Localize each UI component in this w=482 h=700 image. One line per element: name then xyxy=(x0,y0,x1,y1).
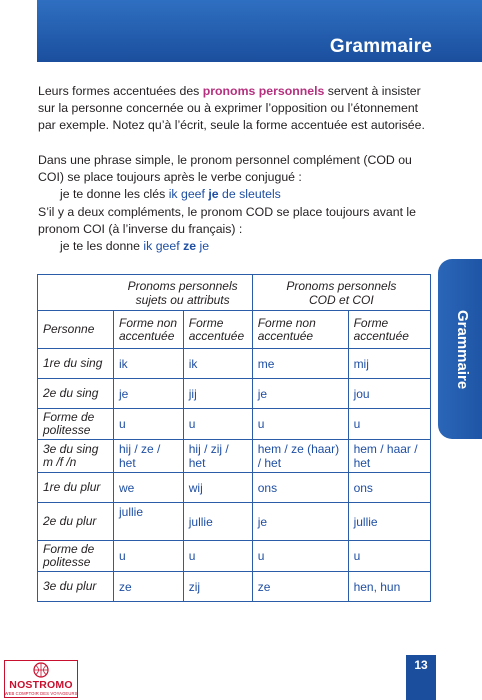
intro-text-before: Leurs formes accentuées des xyxy=(38,84,203,98)
example-nl-part: de sleutels xyxy=(218,187,281,201)
intro-paragraph xyxy=(38,83,438,134)
example-nl-pronoun: ze xyxy=(183,239,197,253)
row-label: 2e du plur xyxy=(38,503,114,541)
table-cell: me xyxy=(252,349,348,379)
row-label: 3e du plur xyxy=(38,572,114,602)
table-row xyxy=(38,349,431,379)
table-cell: ik xyxy=(114,349,184,379)
table-cell: je xyxy=(252,379,348,409)
rule-text-simple: Dans une phrase simple, le pronom personnel complément (COD ou COI) se place toujours après le verbe conjugué : xyxy=(38,153,412,184)
keyword-pronoms-personnels: pronoms personnels xyxy=(202,84,325,98)
table-cell: hij / ze / het xyxy=(114,440,184,473)
table-row xyxy=(38,379,431,409)
col-header-line: Forme xyxy=(188,315,224,330)
example-nl-part: ik geef xyxy=(168,187,209,201)
logo-name: NOSTROMO xyxy=(9,679,73,691)
row-label: 1re du plur xyxy=(38,473,114,503)
side-chapter-tab-label: Grammaire xyxy=(454,310,471,390)
table-row xyxy=(38,473,431,503)
table-cell: we xyxy=(114,473,184,503)
table-cell: u xyxy=(252,541,348,572)
table-cell: zij xyxy=(183,572,252,602)
pronoun-table xyxy=(37,274,431,602)
example-double xyxy=(38,238,438,255)
table-cell: jullie xyxy=(183,503,252,541)
col-header-nonaccented-subject xyxy=(114,311,184,349)
table-cell: ze xyxy=(252,572,348,602)
group-header-subject xyxy=(114,275,253,311)
col-header-line: Forme non xyxy=(119,315,178,330)
table-cell: u xyxy=(183,409,252,440)
rule-paragraph-double xyxy=(38,204,438,255)
table-row xyxy=(38,440,431,473)
example-fr: je te donne les clés xyxy=(60,187,169,201)
example-simple xyxy=(38,186,438,203)
table-cell: u xyxy=(348,541,430,572)
row-label: Forme de politesse xyxy=(38,541,114,572)
table-cell: ze xyxy=(114,572,184,602)
rule-paragraph-simple xyxy=(38,152,438,203)
example-nl-part: ik geef xyxy=(143,239,184,253)
col-header-line: accentuée xyxy=(257,328,314,343)
table-cell: mij xyxy=(348,349,430,379)
table-cell: u xyxy=(183,541,252,572)
col-header-nonaccented-object xyxy=(252,311,348,349)
table-empty-corner xyxy=(38,275,114,311)
table-row xyxy=(38,572,431,602)
table-cell: u xyxy=(348,409,430,440)
group-header-object xyxy=(252,275,430,311)
table-cell: jij xyxy=(183,379,252,409)
table-cell: u xyxy=(114,409,184,440)
col-header-person: Personne xyxy=(38,311,114,349)
col-header-accented-subject xyxy=(183,311,252,349)
group-header-line: sujets ou attributs xyxy=(135,292,230,307)
group-header-line: Pronoms personnels xyxy=(286,278,397,293)
table-cell: hem / ze (haar) / het xyxy=(252,440,348,473)
col-header-line: accentuée xyxy=(188,328,245,343)
example-nl-pronoun: je xyxy=(208,187,219,201)
table-cell: wij xyxy=(183,473,252,503)
col-header-line: accentuée xyxy=(119,328,175,343)
table-row xyxy=(38,541,431,572)
table-cell: hen, hun xyxy=(348,572,430,602)
table-cell: jou xyxy=(348,379,430,409)
table-cell: ons xyxy=(252,473,348,503)
logo-tagline: WEB COMPTOIR DES VOYAGEURS xyxy=(4,691,78,696)
table-cell: je xyxy=(114,379,184,409)
table-cell: jullie xyxy=(348,503,430,541)
group-header-line: COD et COI xyxy=(309,292,374,307)
col-header-accented-object xyxy=(348,311,430,349)
row-label: Forme de politesse xyxy=(38,409,114,440)
intro-text-after: servent à insister sur la personne concernée ou à exprimer l’opposition ou l’étonnement par exemple. Notez qu’à l’écrit, seule la forme accentuée est autorisée. xyxy=(38,84,425,132)
page-number: 13 xyxy=(414,658,428,672)
col-header-line: Forme non xyxy=(257,315,316,330)
rule-text-double: S’il y a deux compléments, le pronom COD se place toujours avant le pronom COI (à l’inverse du français) : xyxy=(38,205,416,236)
table-cell: u xyxy=(252,409,348,440)
table-cell: hem / haar / het xyxy=(348,440,430,473)
page-title: Grammaire xyxy=(329,36,432,57)
example-fr: je te les donne xyxy=(60,239,144,253)
row-label: 3e du sing m /f /n xyxy=(38,440,114,473)
table-cell: ik xyxy=(183,349,252,379)
table-cell: je xyxy=(252,503,348,541)
table-cell: jullie xyxy=(114,503,184,541)
group-header-line: Pronoms personnels xyxy=(127,278,238,293)
col-header-line: Forme xyxy=(353,315,389,330)
row-label: 1re du sing xyxy=(38,349,114,379)
example-nl-part: je xyxy=(196,239,210,253)
table-row xyxy=(38,503,431,541)
col-header-line: accentuée xyxy=(353,328,409,343)
row-label: 2e du sing xyxy=(38,379,114,409)
table-cell: u xyxy=(114,541,184,572)
table-cell: hij / zij / het xyxy=(183,440,252,473)
table-cell: ons xyxy=(348,473,430,503)
table-row xyxy=(38,409,431,440)
